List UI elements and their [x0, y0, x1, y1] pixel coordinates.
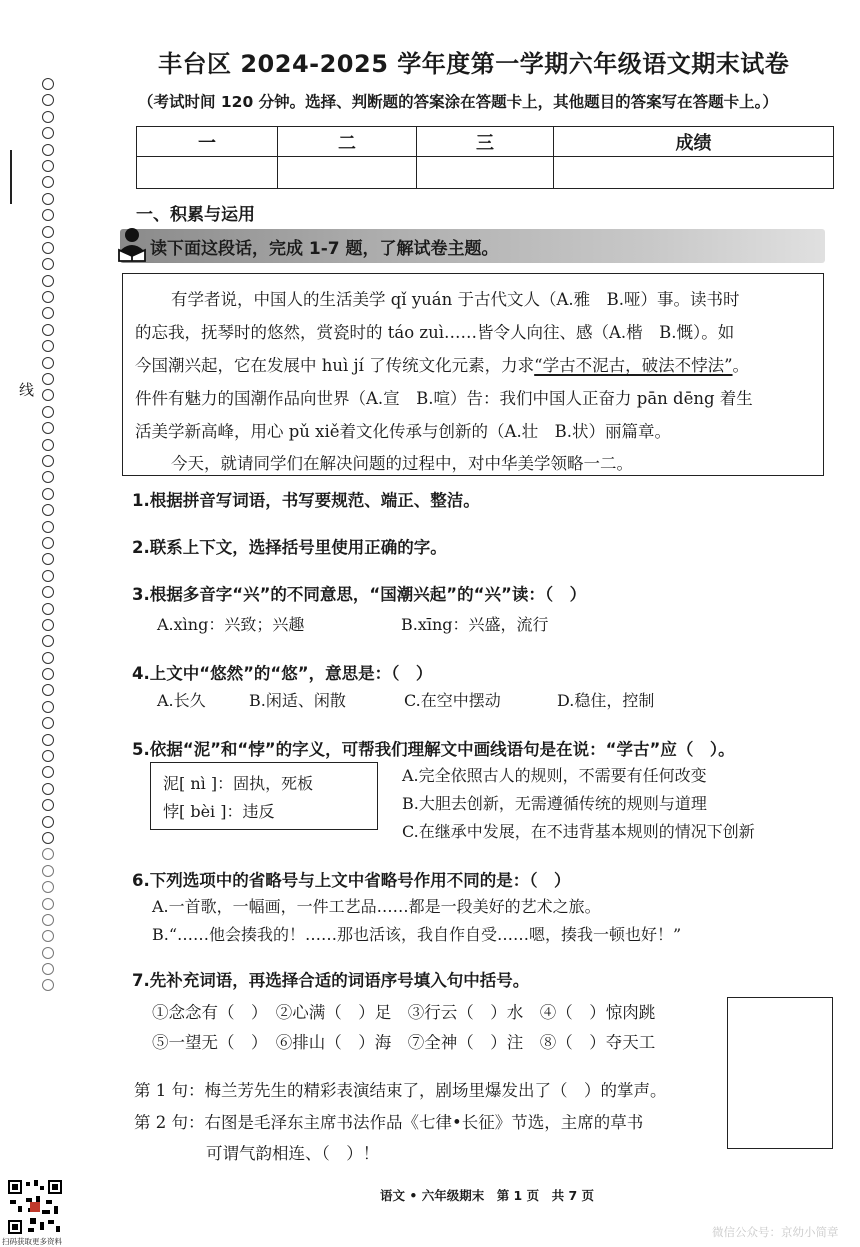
passage-line: 有学者说，中国人的生活美学 qǐ yuán 于古代文人（A.雅 B.哑）事。读书时	[171, 290, 740, 309]
q4-option-b: B.闲适、闲散	[249, 691, 346, 710]
binding-hole	[42, 766, 54, 778]
binding-hole	[42, 619, 54, 631]
score-table-value-row	[137, 157, 834, 189]
banner-text: 读下面这段话，完成 1-7 题，了解试卷主题。	[150, 239, 499, 259]
score-table-header-row	[137, 127, 834, 157]
binding-hole	[42, 783, 54, 795]
binding-hole	[42, 193, 54, 205]
binding-hole	[42, 176, 54, 188]
binding-hole	[42, 652, 54, 664]
binding-hole	[42, 570, 54, 582]
binding-hole	[42, 914, 54, 926]
binding-hole	[42, 307, 54, 319]
binding-hole	[42, 275, 54, 287]
binding-hole	[42, 799, 54, 811]
binding-hole	[42, 684, 54, 696]
binding-hole	[42, 226, 54, 238]
binding-hole	[42, 734, 54, 746]
binding-line-label: 线	[17, 382, 35, 397]
passage-line: 活美学新高峰，用心 pǔ xiě着文化传承与创新的（A.壮 B.状）丽篇章。	[135, 422, 672, 441]
score-table	[136, 126, 834, 189]
score-header-3: 三	[417, 127, 554, 157]
passage-line: 件件有魅力的国潮作品向世界（A.宣 B.喧）告：我们中国人正奋力 pān dēng 着生	[135, 389, 753, 408]
binding-hole	[42, 816, 54, 828]
score-cell-total[interactable]	[554, 157, 834, 189]
question-5: 5.依据“泥”和“悖”的字义，可帮我们理解文中画线语句是在说：“学古”应（ ）。	[132, 740, 735, 759]
binding-hole	[42, 94, 54, 106]
question-6: 6.下列选项中的省略号与上文中省略号作用不同的是：（ ）	[132, 871, 571, 890]
binding-hole	[42, 127, 54, 139]
calligraphy-image-placeholder	[727, 997, 833, 1149]
binding-hole	[42, 488, 54, 500]
section-heading: 一、积累与运用	[136, 205, 255, 225]
binding-hole	[42, 521, 54, 533]
q7-sentence-2: 第 2 句：右图是毛泽东主席书法作品《七律•长征》节选，主席的草书	[134, 1113, 644, 1132]
score-header-1: 一	[137, 127, 278, 157]
binding-hole	[42, 144, 54, 156]
binding-hole	[42, 406, 54, 418]
binding-hole	[42, 553, 54, 565]
definition-bei: 悖[ bèi ]：违反	[163, 802, 275, 821]
binding-hole	[42, 422, 54, 434]
binding-hole	[42, 963, 54, 975]
binding-hole	[42, 668, 54, 680]
q6-option-b: B.“……他会揍我的！……那也活该，我自作自受……嗯，揍我一顿也好！”	[152, 925, 682, 944]
binding-hole	[42, 848, 54, 860]
binding-hole	[42, 750, 54, 762]
binding-hole	[42, 357, 54, 369]
q4-option-c: C.在空中摆动	[404, 691, 501, 710]
passage-box	[122, 273, 824, 476]
score-header-total: 成绩	[554, 127, 834, 157]
q5-option-a: A.完全依照古人的规则，不需要有任何改变	[402, 766, 707, 785]
binding-hole	[42, 340, 54, 352]
q4-option-a: A.长久	[157, 691, 206, 710]
score-cell-3[interactable]	[417, 157, 554, 189]
binding-hole	[42, 537, 54, 549]
binding-hole	[42, 504, 54, 516]
binding-hole	[42, 373, 54, 385]
binding-hole	[42, 455, 54, 467]
question-4: 4.上文中“悠然”的“悠”，意思是：（ ）	[132, 664, 433, 683]
binding-hole	[42, 160, 54, 172]
binding-hole	[42, 586, 54, 598]
passage-line: 今天，就请同学们在解决问题的过程中，对中华美学领略一二。	[171, 454, 633, 473]
q5-option-c: C.在继承中发展，在不违背基本规则的情况下创新	[402, 822, 755, 841]
question-2: 2.联系上下文，选择括号里使用正确的字。	[132, 538, 447, 557]
binding-hole	[42, 717, 54, 729]
binding-hole	[42, 979, 54, 991]
q7-word-row-2: ⑤一望无（ ） ⑥排山（ ）海 ⑦全神（ ）注 ⑧（ ）夺天工	[152, 1033, 656, 1052]
binding-hole	[42, 242, 54, 254]
question-7: 7.先补充词语，再选择合适的词语序号填入句中括号。	[132, 971, 530, 990]
binding-hole	[42, 603, 54, 615]
question-3: 3.根据多音字“兴”的不同意思，“国潮兴起”的“兴”读：（ ）	[132, 585, 587, 604]
score-header-2: 二	[278, 127, 417, 157]
q7-sentence-1: 第 1 句：梅兰芳先生的精彩表演结束了，剧场里爆发出了（ ）的掌声。	[134, 1081, 667, 1100]
passage-line: 今国潮兴起，它在发展中 huì jí 了传统文化元素，力求“学古不泥古，破法不悖法”。	[135, 356, 750, 375]
margin-line-mark	[10, 150, 12, 204]
binding-hole	[42, 930, 54, 942]
q7-word-row-1: ①念念有（ ） ②心满（ ）足 ③行云（ ）水 ④（ ）惊肉跳	[152, 1003, 656, 1022]
binding-hole	[42, 209, 54, 221]
binding-holes	[42, 78, 60, 996]
score-cell-2[interactable]	[278, 157, 417, 189]
score-cell-1[interactable]	[137, 157, 278, 189]
watermark: 微信公众号：京幼小简章	[712, 1225, 839, 1239]
binding-hole	[42, 947, 54, 959]
binding-hole	[42, 701, 54, 713]
binding-hole	[42, 881, 54, 893]
exam-title: 丰台区 2024-2025 学年度第一学期六年级语文期末试卷	[158, 50, 790, 78]
definition-ni: 泥[ nì ]：固执，死板	[163, 774, 314, 793]
q3-option-b: B.xīng：兴盛，流行	[401, 615, 549, 634]
binding-hole	[42, 865, 54, 877]
binding-hole	[42, 439, 54, 451]
page-footer: 语文 • 六年级期末 第 1 页 共 7 页	[380, 1188, 594, 1203]
q3-option-a: A.xìng：兴致；兴趣	[157, 615, 305, 634]
exam-instructions: （考试时间 120 分钟。选择、判断题的答案涂在答题卡上，其他题目的答案写在答题卡上。）	[138, 93, 778, 111]
q5-option-b: B.大胆去创新，无需遵循传统的规则与道理	[402, 794, 707, 813]
underlined-phrase: “学古不泥古，破法不悖法”	[534, 356, 733, 375]
binding-hole	[42, 258, 54, 270]
binding-hole	[42, 832, 54, 844]
binding-hole	[42, 635, 54, 647]
definition-box	[150, 762, 378, 830]
passage-line: 的忘我，抚琴时的悠然，赏瓷时的 táo zuì……皆令人向往、感（A.楷 B.慨）。如	[135, 323, 735, 342]
q7-sentence-2-continued: 可谓气韵相连、（ ）！	[206, 1144, 380, 1163]
binding-hole	[42, 291, 54, 303]
binding-hole	[42, 111, 54, 123]
qr-code-icon	[6, 1178, 64, 1236]
binding-hole	[42, 898, 54, 910]
q6-option-a: A.一首歌，一幅画，一件工艺品……都是一段美好的艺术之旅。	[152, 897, 601, 916]
q4-option-d: D.稳住，控制	[557, 691, 655, 710]
binding-hole	[42, 324, 54, 336]
qr-caption: 扫码获取更多资料	[2, 1237, 62, 1246]
reader-icon	[118, 226, 150, 262]
binding-hole	[42, 389, 54, 401]
binding-hole	[42, 78, 54, 90]
binding-hole	[42, 471, 54, 483]
question-1: 1.根据拼音写词语，书写要规范、端正、整洁。	[132, 491, 480, 510]
